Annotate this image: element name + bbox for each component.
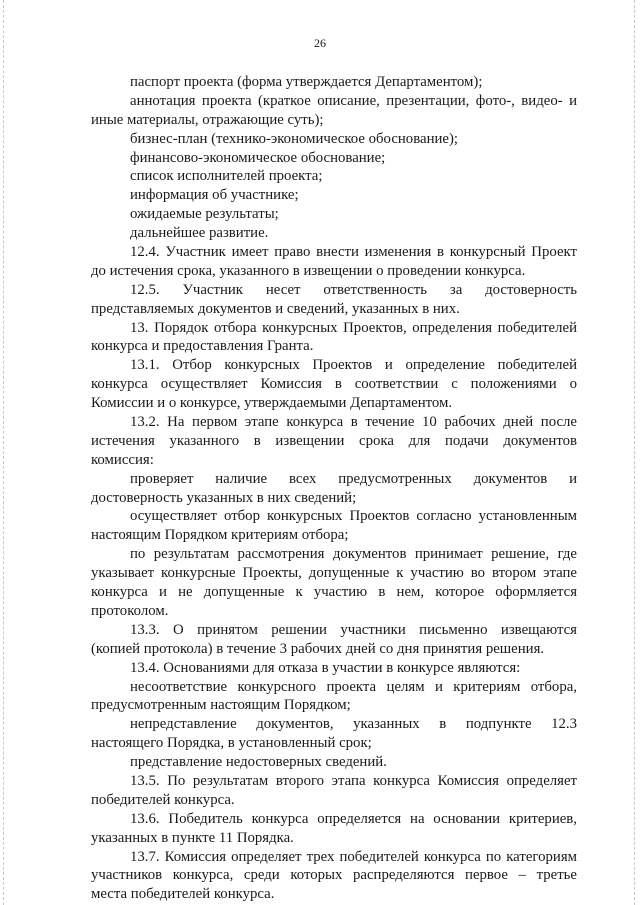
text-line: ожидаемые результаты; [130,206,279,223]
scan-margin-right [634,0,635,905]
text-line: иные материалы, отражающие суть); [91,111,324,128]
text-line: осуществляет отбор конкурсных Проектов согласно установленным [130,508,577,525]
text-line: (копией протокола) в течение 3 рабочих дней со дня принятия решения. [91,640,545,657]
text-line: Комиссии и о конкурсе, утверждаемыми Департаментом. [91,395,453,412]
text-line: 13.4. Основаниями для отказа в участии в конкурсе являются: [130,659,521,676]
text-line: 13. Порядок отбора конкурсных Проектов, определения победителей [130,319,577,336]
text-line: финансово-экономическое обоснование; [130,149,386,166]
text-line: 13.6. Победитель конкурса определяется на основании критериев, [130,810,577,827]
text-line: конкурса и предоставления Гранта. [91,338,314,355]
text-line: 12.5. Участник несет ответственность за достоверность [130,281,577,298]
text-line: комиссия: [91,451,154,468]
text-line: 13.2. На первом этапе конкурса в течение 10 рабочих дней после [130,414,577,431]
text-line: 13.5. По результатам второго этапа конкурса Комиссия определяет [130,772,577,789]
text-line: 12.4. Участник имеет право внести изменения в конкурсный Проект [130,244,577,261]
text-line: настоящим Порядком критериям отбора; [91,527,349,544]
text-line: достоверность указанных в них сведений; [91,489,357,506]
text-line: проверяет наличие всех предусмотренных документов и [130,470,577,487]
text-line: истечения указанного в извещении срока для подачи документов [91,432,577,449]
text-line: протоколом. [91,602,169,619]
text-line: представляемых документов и сведений, указанных в них. [91,300,460,317]
text-line: дальнейшее развитие. [130,225,269,242]
text-line: бизнес-план (технико-экономическое обоснование); [130,130,459,147]
page-number: 26 [314,36,326,50]
text-line: информация об участнике; [130,187,299,204]
text-line: непредставление документов, указанных в подпункте 12.3 [130,716,577,733]
text-line: до истечения срока, указанного в извещении о проведении конкурса. [91,262,526,279]
text-line: участников конкурса, среди которых распределяются первое – третье [91,867,577,884]
text-line: список исполнителей проекта; [130,168,323,185]
text-line: 13.7. Комиссия определяет трех победителей конкурса по категориям [130,848,577,865]
text-line: конкурса осуществляет Комиссия в соответствии с положениями о [91,376,577,393]
scan-margin-left [3,0,4,905]
text-line: победителей конкурса. [91,791,235,808]
text-line: конкурса и не допущенные к участию в нем, которое оформляется [91,584,577,601]
text-line: указанных в пункте 11 Порядка. [91,829,294,846]
document-body [91,73,577,904]
text-line: предусмотренным настоящим Порядком; [91,697,351,714]
text-line: места победителей конкурса. [91,886,275,903]
text-line: 13.1. Отбор конкурсных Проектов и определение победителей [130,357,577,374]
text-line: указывает конкурсные Проекты, допущенные к участию во втором этапе [91,565,577,582]
text-line: настоящего Порядка, в установленный срок; [91,735,372,752]
text-line: 13.3. О принятом решении участники письменно извещаются [130,621,577,638]
text-line: несоответствие конкурсного проекта целям и критериям отбора, [130,678,577,695]
text-line: представление недостоверных сведений. [130,754,387,771]
text-line: аннотация проекта (краткое описание, презентации, фото-, видео- и [130,92,577,109]
text-line: по результатам рассмотрения документов принимает решение, где [130,546,577,563]
text-line: паспорт проекта (форма утверждается Департаментом); [130,74,483,90]
